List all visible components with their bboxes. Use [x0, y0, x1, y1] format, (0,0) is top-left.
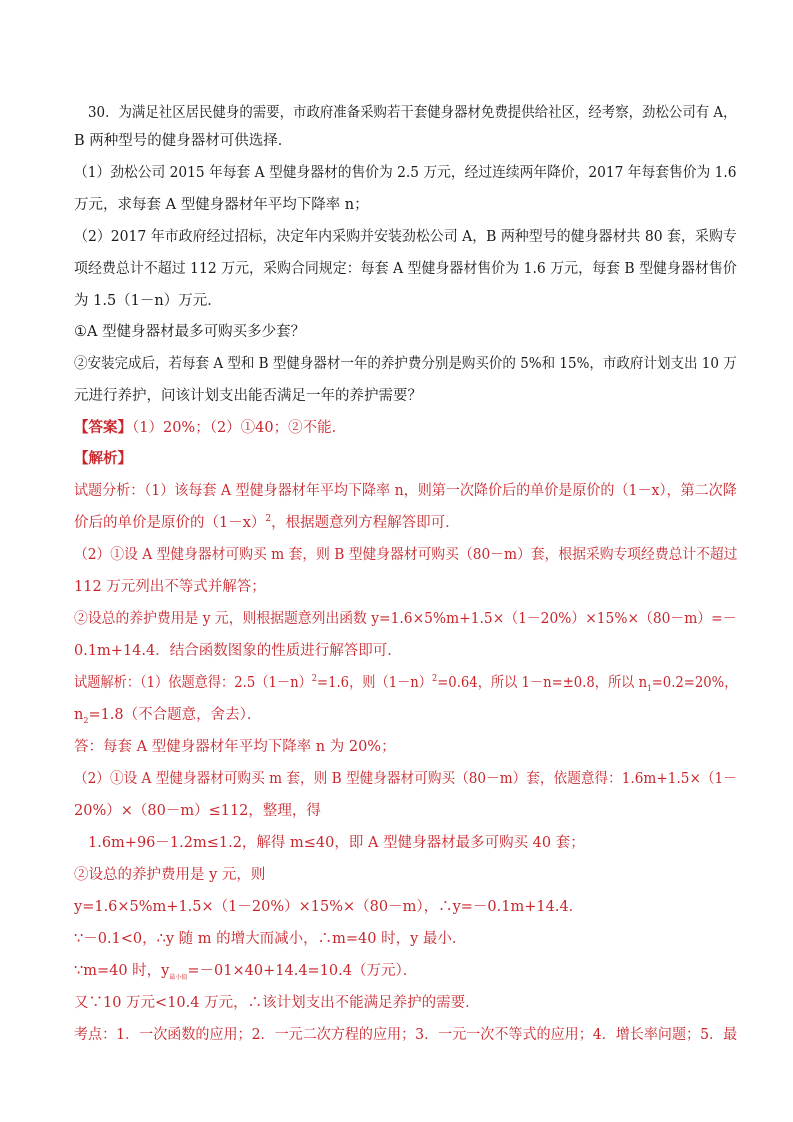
analysis-line-3: （2）①设 A 型健身器材可购买 m 套，则 B 型健身器材可购买（80－m）套，根据采购专项经费总计不超过 [74, 547, 738, 563]
solution-line-1-part-c: =0.64，所以 1－n=±0.8，所以 n [437, 675, 648, 691]
solution-exponent-2: 2 [432, 674, 438, 685]
question-line-4: 万元，求每套 A 型健身器材年平均下降率 n； [74, 197, 369, 213]
solution-line-1-part-b: =1.6，则（1－n） [317, 675, 433, 691]
analysis-line-2 [74, 514, 460, 532]
solution-line-10 [74, 962, 417, 980]
solution-line-1-part-d: =0.2=20%， [651, 675, 738, 691]
solution-line-2-part-b: =1.8（不合题意，舍去）． [88, 707, 262, 723]
analysis-label: 【解析】 [74, 450, 132, 467]
solution-line-2 [74, 706, 261, 724]
solution-line-1 [74, 674, 737, 692]
question-line-1: 30．为满足社区居民健身的需要，市政府准备采购若干套健身器材免费提供给社区，经考察，劲松公司有 A， [88, 105, 737, 121]
analysis-line-4: 112 万元列出不等式并解答； [74, 579, 266, 595]
analysis-line-2-part-a: 价后的单价是原价的（1－x） [74, 515, 266, 531]
solution-subscript-min: 最小值 [169, 973, 188, 981]
solution-subscript-1: 1 [647, 683, 652, 693]
solution-line-8: y=1.6×5%m+1.5×（1－20%）×15%×（80－m），∴y=－0.1m+14.4． [74, 899, 584, 915]
solution-exponent-1: 2 [311, 674, 318, 685]
solution-line-5: 20%）×（80－m）≤112，整理，得 [74, 803, 321, 819]
solution-line-10-part-b: =－01×40+14.4=10.4（万元）． [187, 963, 418, 979]
question-line-9: ②安装完成后，若每套 A 型和 B 型健身器材一年的养护费分别是购买价的 5%和 15%，市政府计划支出 10 万 [74, 356, 737, 372]
analysis-exponent: 2 [265, 514, 272, 525]
solution-line-2-part-a: n [74, 707, 84, 723]
solution-line-1-part-a: 试题解析：（1）依题意得：2.5（1－n） [74, 675, 312, 691]
question-line-2: B 两种型号的健身器材可供选择． [74, 133, 293, 149]
question-line-10: 元进行养护，问该计划支出能否满足一年的养护需要？ [74, 388, 422, 404]
answer-line [74, 419, 346, 437]
analysis-line-5: ②设总的养护费用是 y 元，则根据题意列出函数 y=1.6×5%m+1.5×（1－20%）×15%×（80－m）=－ [74, 611, 737, 627]
analysis-line-1: 试题分析：（1）该每套 A 型健身器材年平均下降率 n，则第一次降价后的单价是原价的（1－x），第二次降 [74, 483, 737, 499]
question-line-6: 项经费总计不超过 112 万元，采购合同规定：每套 A 型健身器材售价为 1.6 万元，每套 B 型健身器材售价 [74, 261, 737, 277]
answer-text: （1）20%；（2）①40；②不能． [132, 420, 347, 436]
analysis-line-6: 0.1m+14.4．结合函数图象的性质进行解答即可． [74, 643, 402, 659]
question-line-5: （2）2017 年市政府经过招标，决定年内采购并安装劲松公司 A，B 两种型号的健身器材共 80 套，采购专 [74, 229, 737, 245]
solution-line-6: 1.6m+96－1.2m≤1.2，解得 m≤40，即 A 型健身器材最多可购买 40 套； [88, 835, 585, 851]
solution-line-9: ∵－0.1<0，∴y 随 m 的增大而减小，∴m=40 时，y 最小． [74, 931, 467, 947]
solution-line-10-part-a: ∵m=40 时，y [74, 963, 170, 979]
solution-subscript-2: 2 [83, 715, 89, 725]
solution-line-11: 又∵10 万元<10.4 万元，∴该计划支出不能满足养护的需要． [74, 995, 480, 1011]
answer-label: 【答案】 [74, 419, 132, 436]
analysis-line-2-part-b: ，根据题意列方程解答即可． [271, 515, 460, 531]
question-line-7: 为 1.5（1－n）万元． [74, 293, 222, 309]
solution-line-12: 考点：1．一次函数的应用；2．一元二次方程的应用；3．一元一次不等式的应用；4．增长率问题；5．最 [74, 1027, 738, 1043]
question-line-3: （1）劲松公司 2015 年每套 A 型健身器材的售价为 2.5 万元，经过连续两年降价，2017 年每套售价为 1.6 [74, 165, 737, 181]
solution-line-3: 答：每套 A 型健身器材年平均下降率 n 为 20%； [74, 739, 396, 755]
solution-line-4: （2）①设 A 型健身器材可购买 m 套，则 B 型健身器材可购买（80－m）套，依题意得：1.6m+1.5×（1－ [74, 771, 737, 787]
solution-line-7: ②设总的养护费用是 y 元，则 [74, 867, 266, 883]
question-line-8: ①A 型健身器材最多可购买多少套？ [74, 324, 306, 340]
